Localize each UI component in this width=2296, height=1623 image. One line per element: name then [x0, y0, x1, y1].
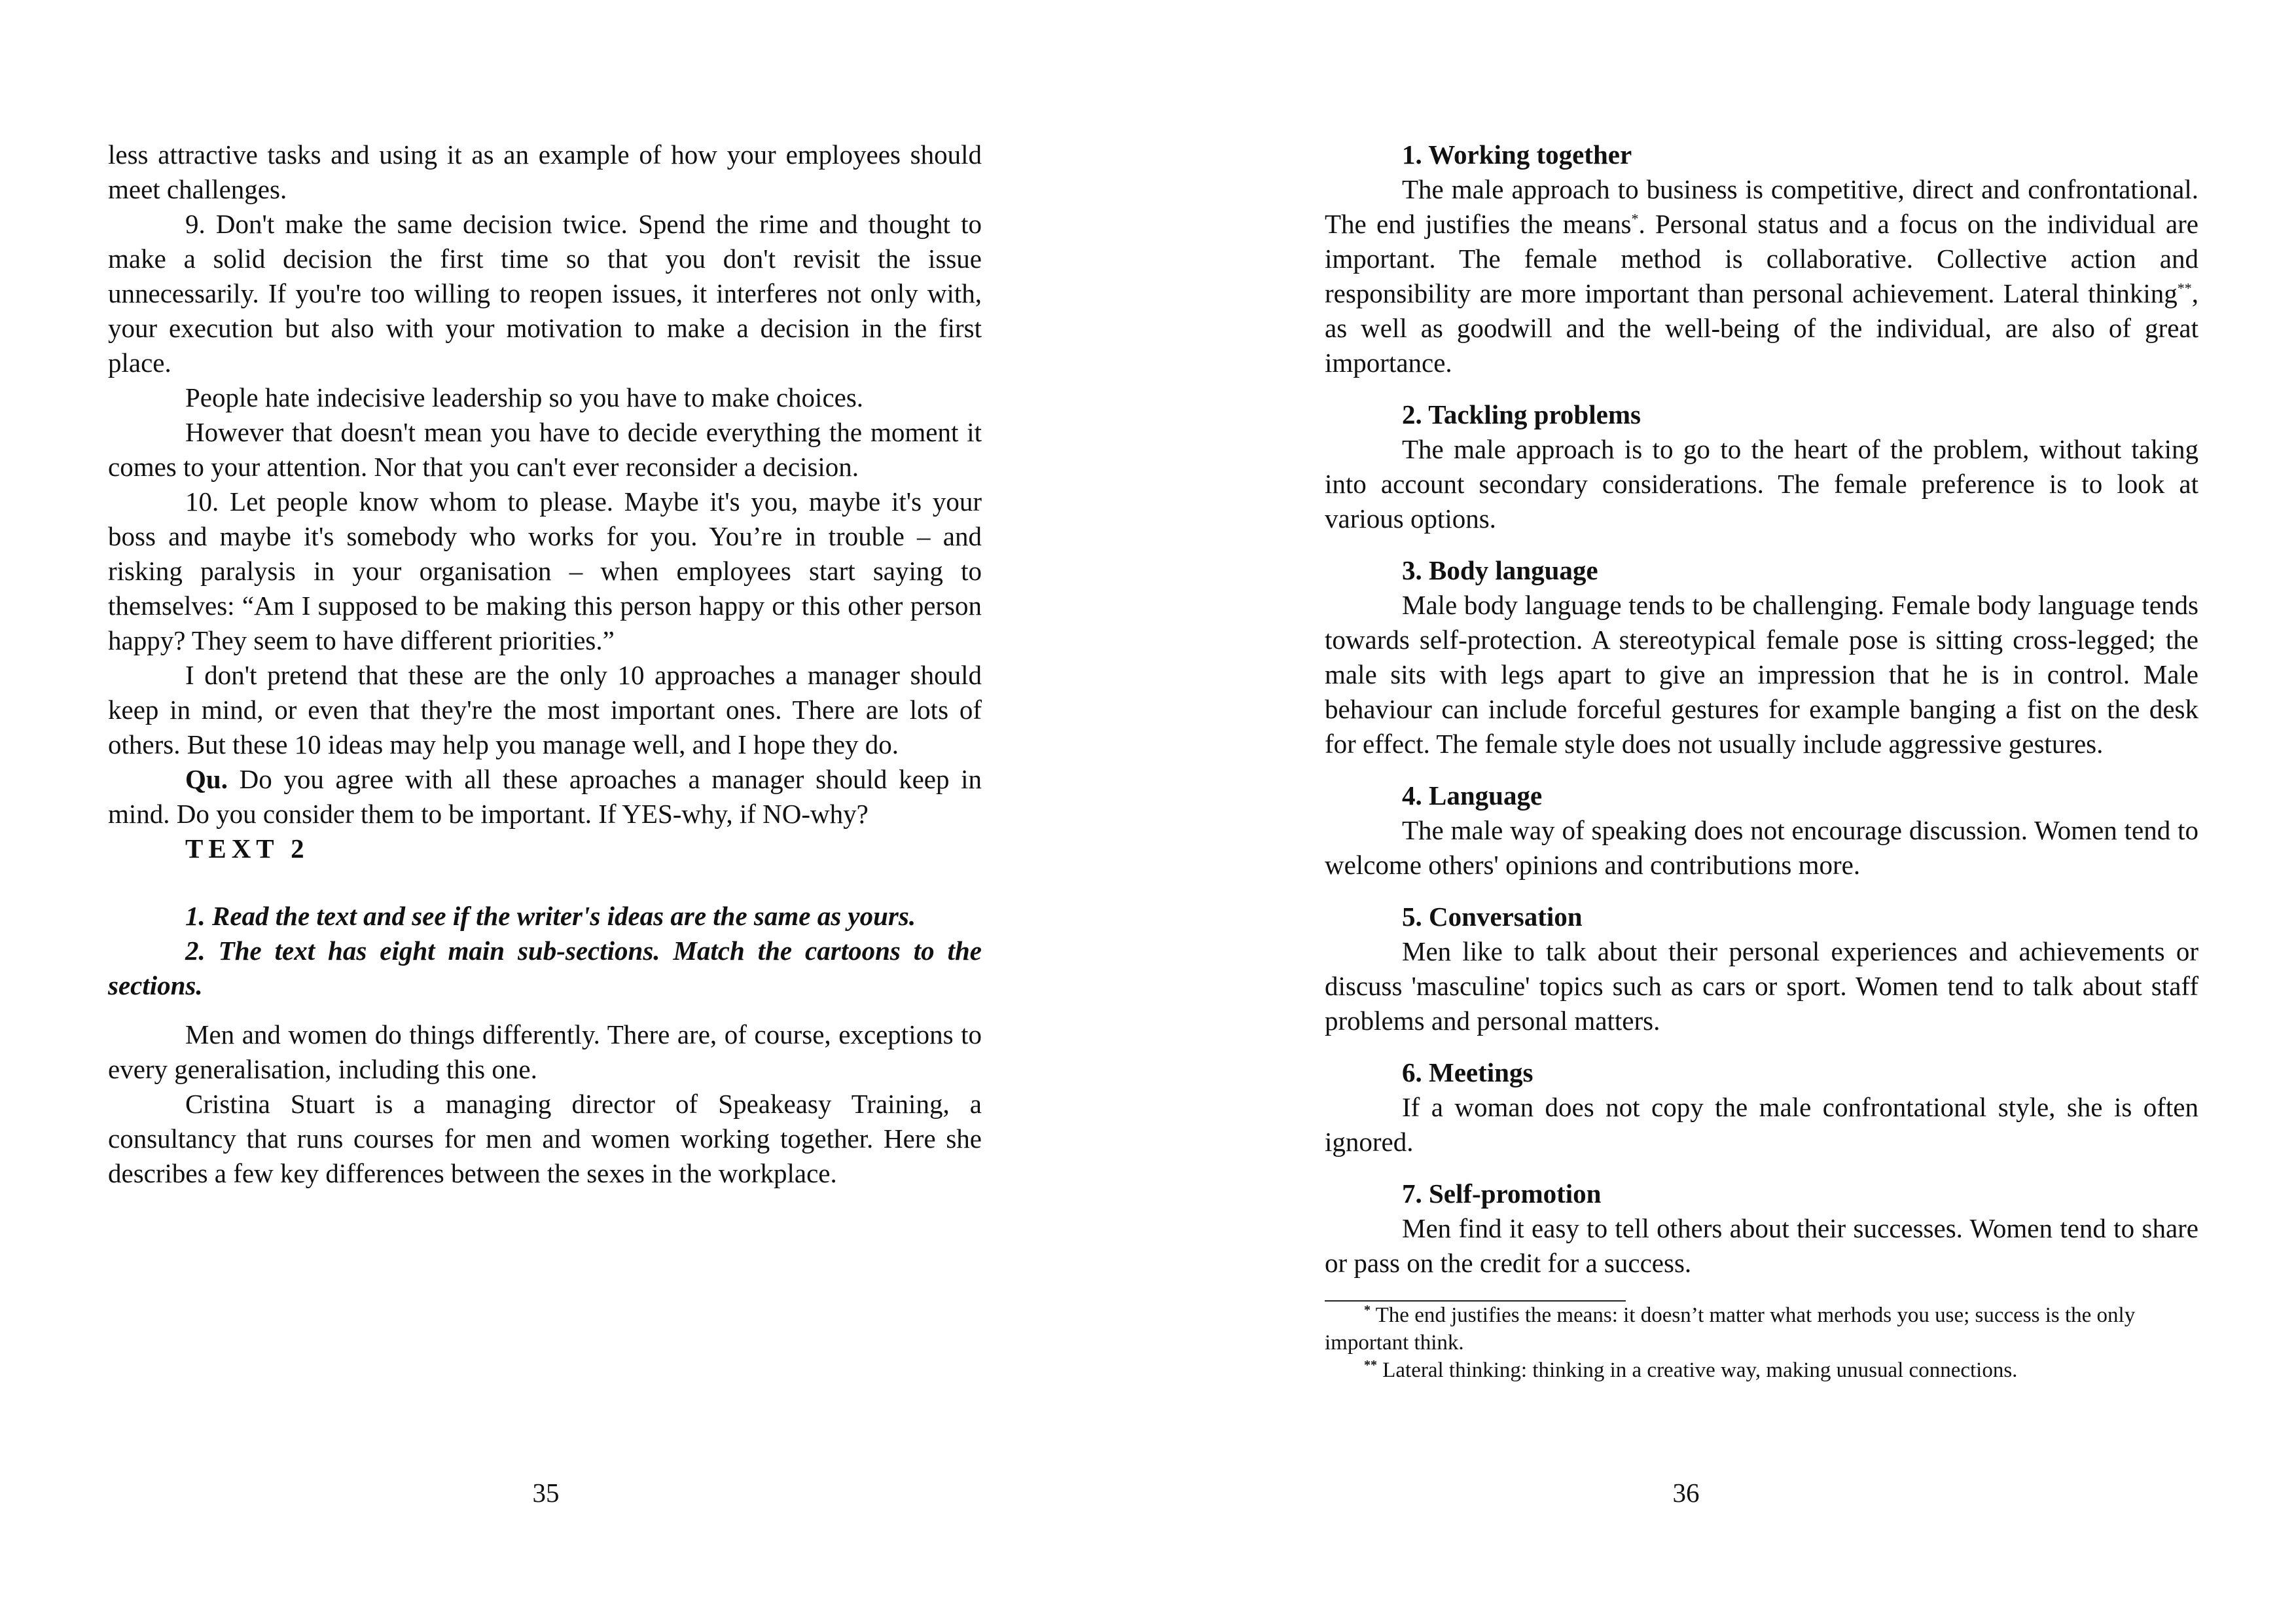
paragraph: 10. Let people know whom to please. Maybe it's you, maybe it's your boss and maybe it's somebody who works for you. You’re in trouble – and risking paralysis in your organisation – when employees start saying to themselves: “Am I supposed to be making this person happy or this other person happy? They seem to have different priorities.”	[108, 486, 982, 655]
section-heading: 3. Body language	[1402, 555, 1598, 585]
section-text: The male approach to business is competitive, direct and confrontational. The end justifies the means*. Personal status and a focus on the individual are important. The female method is collaborative. Collective action and responsibility are more important than personal achievement. Lateral thinking**, as well as goodwill and the well-being of the individual, are also of great importance.	[1325, 174, 2198, 378]
paragraph: However that doesn't mean you have to decide everything the moment it comes to your attention. Nor that you can't ever reconsider a decision.	[108, 417, 982, 482]
right-text-column	[1325, 137, 2198, 1384]
paragraph: I don't pretend that these are the only 10 approaches a manager should keep in mind, or even that they're the most important ones. There are lots of others. But these 10 ideas may help you manage well, and I hope they do.	[108, 660, 982, 759]
section-text: Men find it easy to tell others about their successes. Women tend to share or pass on the credit for a success.	[1325, 1213, 2198, 1278]
footnote: * The end justifies the means: it doesn’t matter what merhods you use; success is the only important think.	[1325, 1303, 2136, 1355]
paragraph: People hate indecisive leadership so you have to make choices.	[185, 382, 864, 412]
question-text: Do you agree with all these aproaches a manager should keep in mind. Do you consider them to be important. If YES-why, if NO-why?	[108, 764, 982, 829]
section-heading: 4. Language	[1402, 780, 1543, 811]
left-text-column	[108, 137, 982, 1191]
footnote-marker: *	[1631, 210, 1639, 227]
section-heading: 6. Meetings	[1402, 1057, 1534, 1087]
paragraph: 9. Don't make the same decision twice. Spend the rime and thought to make a solid decision the first time so that you don't revisit the issue unnecessarily. If you're too willing to reopen issues, it interferes not only with, your execution but also with your motivation to make a decision in the first place.	[108, 209, 982, 378]
section-heading: 5. Conversation	[1402, 902, 1583, 932]
paragraph: less attractive tasks and using it as an example of how your employees should meet challenges.	[108, 139, 982, 204]
question-paragraph	[108, 762, 982, 831]
section-heading: 1. Working together	[1402, 139, 1632, 170]
task-instruction: 2. The text has eight main sub-sections. Match the cartoons to the sections.	[108, 936, 982, 1000]
question-label: Qu.	[185, 764, 228, 794]
page-number: 36	[1672, 1478, 1700, 1508]
section-heading: 7. Self-promotion	[1402, 1178, 1602, 1209]
footnote-marker: **	[2177, 280, 2192, 297]
footnote-marker: *	[1364, 1303, 1371, 1317]
paragraph: Men and women do things differently. There are, of course, exceptions to every generalisation, including this one.	[108, 1019, 982, 1084]
section-heading: 2. Tackling problems	[1402, 399, 1641, 429]
right-page	[1148, 0, 2296, 1623]
footnote-marker: **	[1364, 1358, 1377, 1372]
task-instruction: 1. Read the text and see if the writer's ideas are the same as yours.	[185, 901, 916, 931]
section-text: Men like to talk about their personal experiences and achievements or discuss 'masculine' topics such as cars or sport. Women tend to talk about staff problems and personal matters.	[1325, 936, 2198, 1036]
footnote: ** Lateral thinking: thinking in a creative way, making unusual connections.	[1364, 1358, 2018, 1382]
page-number: 35	[532, 1478, 560, 1508]
section-text: The male way of speaking does not encourage discussion. Women tend to welcome others' opinions and contributions more.	[1325, 815, 2198, 880]
paragraph: Cristina Stuart is a managing director of Speakeasy Training, a consultancy that runs courses for men and women working together. Here she describes a few key differences between the sexes in the workplace.	[108, 1089, 982, 1188]
section-text: Male body language tends to be challenging. Female body language tends towards self-protection. A stereotypical female pose is sitting cross-legged; the male sits with legs apart to give an impression that he is in control. Male behaviour can include forceful gestures for example banging a fist on the desk for effect. The female style does not usually include aggressive gestures.	[1325, 590, 2198, 759]
section-heading-text-2: TEXT 2	[185, 833, 310, 864]
section-text: If a woman does not copy the male confrontational style, she is often ignored.	[1325, 1092, 2198, 1157]
section-text: The male approach is to go to the heart of the problem, without taking into account secondary considerations. The female preference is to look at various options.	[1325, 434, 2198, 534]
